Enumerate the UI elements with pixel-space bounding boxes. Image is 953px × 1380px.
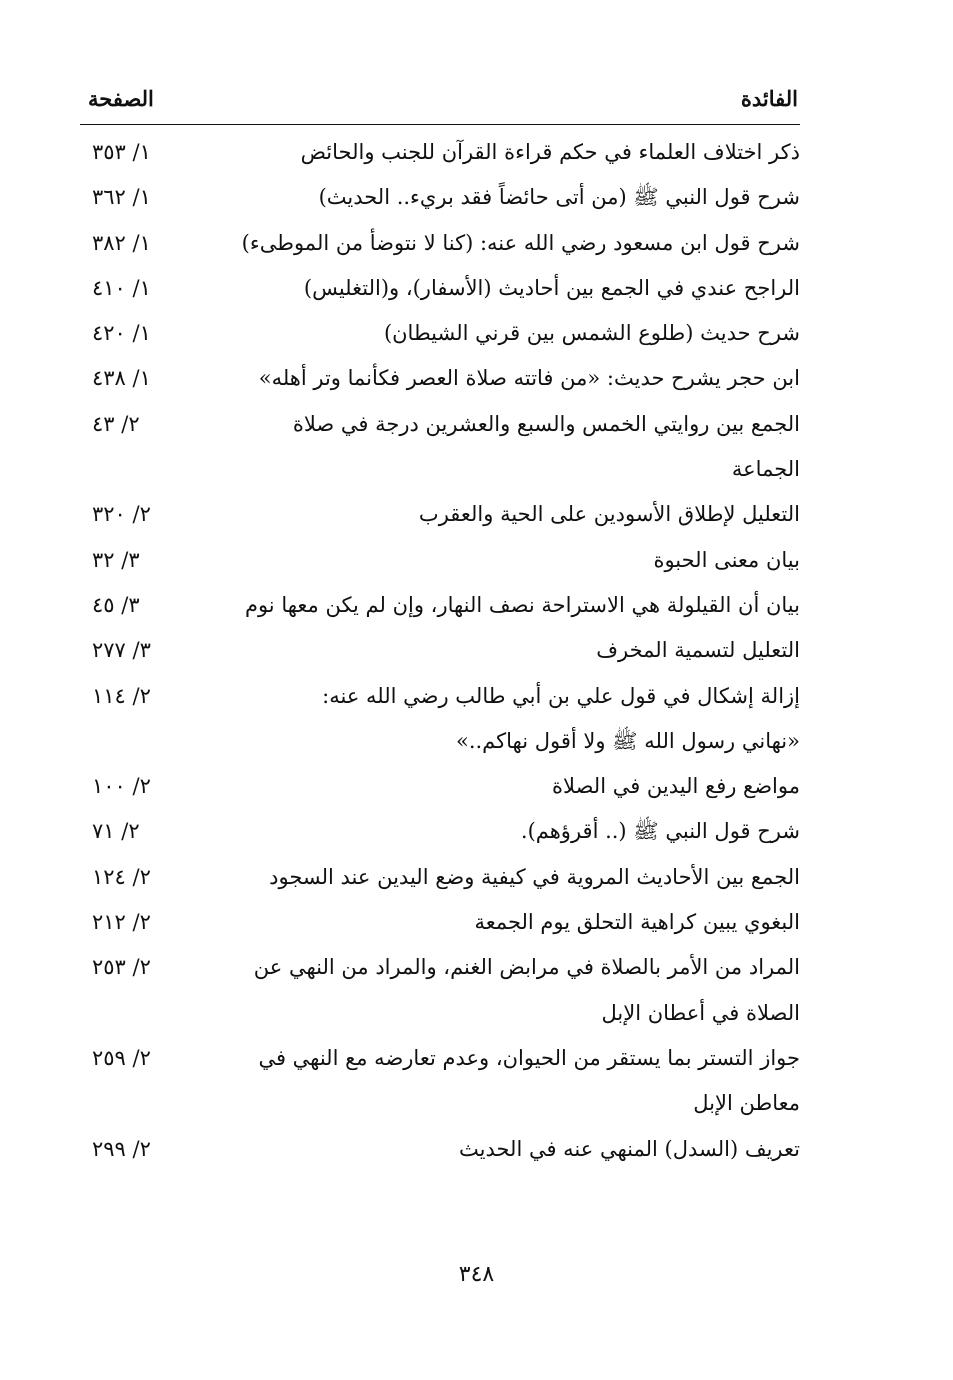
entry-text-line: البغوي يبين كراهية التحلق يوم الجمعة [474,910,800,935]
index-entry [80,311,800,356]
entry-page-reference: ٢/ ١٢٤ [92,864,151,889]
index-entry [80,130,800,175]
entry-text-line: «نهاني رسول الله ﷺ ولا أقول نهاكم..» [455,728,800,753]
index-entry [80,764,800,809]
entry-text-line: التعليل لتسمية المخرف [596,638,800,663]
page-number: ٣٤٨ [458,1262,495,1287]
entry-text-line: التعليل لإطلاق الأسودين على الحية والعقرب [418,502,800,527]
page-column-heading: الصفحة [88,86,154,111]
entry-text-line: إزالة إشكال في قول علي بن أبي طالب رضي الله عنه: [322,683,800,708]
entry-text-line: شرح قول ابن مسعود رضي الله عنه: (كنا لا نتوضأ من الموطىء) [241,230,800,255]
entry-page-reference: ٢/ ٢٩٩ [92,1136,151,1161]
topic-column-heading: الفائدة [740,86,798,111]
entry-text-line: الجماعة [731,457,800,482]
index-entry [80,492,800,537]
entry-page-reference: ١/ ٣٨٢ [92,230,151,255]
entry-text-line: الجمع بين الأحاديث المروية في كيفية وضع اليدين عند السجود [269,864,800,889]
index-entry [80,628,800,673]
entry-text-line: الجمع بين روايتي الخمس والسبع والعشرين درجة في صلاة [292,411,800,436]
entry-text-line: ذكر اختلاف العلماء في حكم قراءة القرآن للجنب والحائض [300,140,800,164]
index-entry [80,221,800,266]
entry-text-line: شرح قول النبي ﷺ (من أتى حائضاً فقد بريء.. الحديث) [318,185,800,210]
index-entry [80,583,800,628]
entry-page-reference: ٣/ ٢٧٧ [92,638,151,663]
entry-page-reference: ٢/ ١١٤ [92,683,151,708]
entry-page-reference: ٢/ ١٠٠ [92,774,151,799]
index-entry [80,402,800,493]
index-entry [80,1127,800,1172]
index-entry [80,266,800,311]
entry-text-line: ابن حجر يشرح حديث: «من فاتته صلاة العصر فكأنما وتر أهله» [258,366,800,391]
index-entry [80,809,800,854]
entry-text-line: تعريف (السدل) المنهي عنه في الحديث [459,1136,800,1161]
entry-text-line: مواضع رفع اليدين في الصلاة [552,774,800,799]
entry-page-reference: ٢/ ٤٣ [92,411,140,436]
index-entry [80,855,800,900]
index-entry [80,674,800,765]
entry-page-reference: ٣/ ٣٢ [92,547,140,572]
entry-page-reference: ٢/ ٢٥٣ [92,955,151,980]
entry-text-line: الراجح عندي في الجمع بين أحاديث (الأسفار)، و(التغليس) [303,275,800,300]
entry-text-line: الصلاة في أعطان الإبل [601,1000,800,1025]
entry-page-reference: ١/ ٣٥٣ [92,140,151,164]
index-entry [80,1036,800,1127]
entry-text-line: معاطن الإبل [693,1091,800,1116]
entry-page-reference: ٣/ ٤٥ [92,592,140,617]
index-entry [80,538,800,583]
entry-page-reference: ٢/ ٢١٢ [92,910,151,935]
index-entries [80,130,800,1172]
entry-page-reference: ١/ ٤١٠ [92,275,151,300]
index-entry [80,175,800,220]
entry-page-reference: ٢/ ٣٢٠ [92,502,151,527]
entry-text-line: المراد من الأمر بالصلاة في مرابض الغنم، والمراد من النهي عن [253,955,800,980]
entry-page-reference: ١/ ٤٣٨ [92,366,151,391]
entry-text-line: شرح حديث (طلوع الشمس بين قرني الشيطان) [383,321,800,346]
index-entry [80,356,800,401]
entry-page-reference: ١/ ٣٦٢ [92,185,151,210]
entry-text-line: بيان معنى الحبوة [653,547,800,572]
table-header [80,86,800,120]
entry-page-reference: ٢/ ٧١ [92,819,140,844]
index-entry [80,900,800,945]
entry-page-reference: ٢/ ٢٥٩ [92,1045,151,1070]
entry-text-line: شرح قول النبي ﷺ (.. أقرؤهم). [520,819,800,844]
entry-page-reference: ١/ ٤٢٠ [92,321,151,346]
index-entry [80,945,800,1036]
entry-text-line: جواز التستر بما يستقر من الحيوان، وعدم تعارضه مع النهي في [258,1045,800,1070]
header-divider [80,124,800,125]
entry-text-line: بيان أن القيلولة هي الاستراحة نصف النهار، وإن لم يكن معها نوم [244,592,800,617]
